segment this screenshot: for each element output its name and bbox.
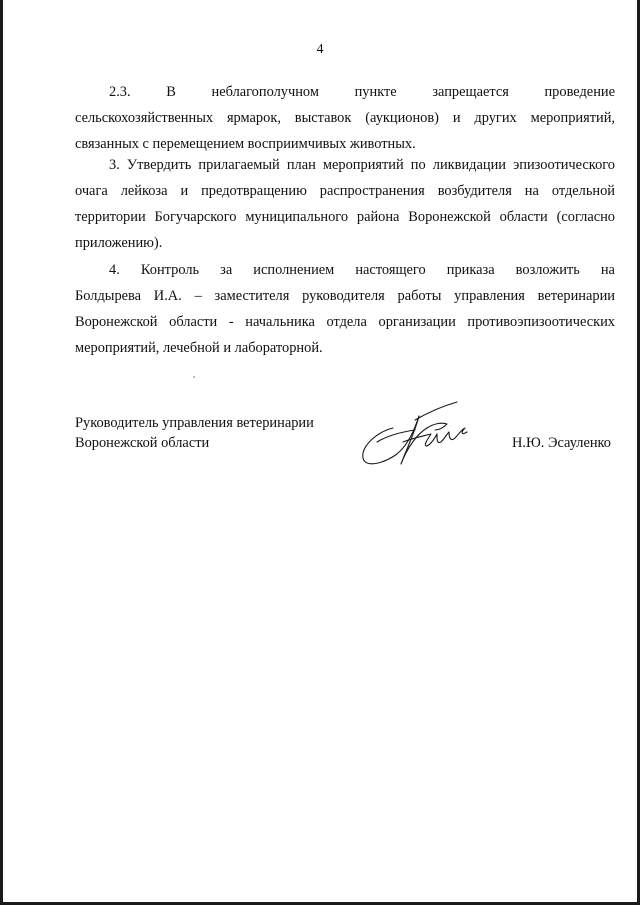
paragraph-2-3-line-2: сельскохозяйственных ярмарок, выставок (аукционов) и других мероприятий, <box>75 110 615 126</box>
signatory-position-line-2: Воронежской области <box>75 435 210 451</box>
word: неблагополучном <box>211 84 319 100</box>
word: запрещается <box>432 84 509 100</box>
paragraph-2-3-line-3: связанных с перемещением восприимчивых животных. <box>75 136 416 152</box>
page-number: 4 <box>316 42 324 57</box>
paragraph-4-line-2: Болдырева И.А. – заместителя руководителя работы управления ветеринарии <box>75 288 615 304</box>
paragraph-2-3-line-1 <box>75 79 615 105</box>
word: настоящего <box>355 262 426 278</box>
paragraph-4-line-1 <box>75 257 615 283</box>
paragraph-3-line-1: 3. Утвердить прилагаемый план мероприятий по ликвидации эпизоотического <box>109 157 615 173</box>
paragraph-3-line-4: приложению). <box>75 235 163 251</box>
word: приказа <box>446 262 495 278</box>
paragraph-3-line-2: очага лейкоза и предотвращению распространения возбудителя на отдельной <box>75 183 615 199</box>
scan-speck <box>193 376 195 378</box>
paragraph-4 <box>75 257 615 361</box>
signatory-name: Н.Ю. Эсауленко <box>512 435 611 451</box>
clause-number: 4. <box>109 262 120 278</box>
paragraph-3 <box>75 152 615 256</box>
signatory-position-line-1: Руководитель управления ветеринарии <box>75 415 314 431</box>
paragraph-3-line-3: территории Богучарского муниципального района Воронежской области (согласно <box>75 209 615 225</box>
word: Контроль <box>140 262 200 278</box>
word: проведение <box>544 84 615 100</box>
paragraph-4-line-3: Воронежской области - начальника отдела организации противоэпизоотических <box>75 314 615 330</box>
word: В <box>166 84 176 100</box>
signatory-position <box>75 413 314 453</box>
word: на <box>600 262 615 278</box>
paragraph-4-line-4: мероприятий, лечебной и лабораторной. <box>75 340 323 356</box>
paragraph-2-3 <box>75 79 615 157</box>
handwritten-signature <box>357 398 477 470</box>
word: исполнением <box>253 262 335 278</box>
word: за <box>220 262 233 278</box>
word: пункте <box>354 84 397 100</box>
word: возложить <box>515 262 580 278</box>
clause-number: 2.3. <box>109 84 131 100</box>
